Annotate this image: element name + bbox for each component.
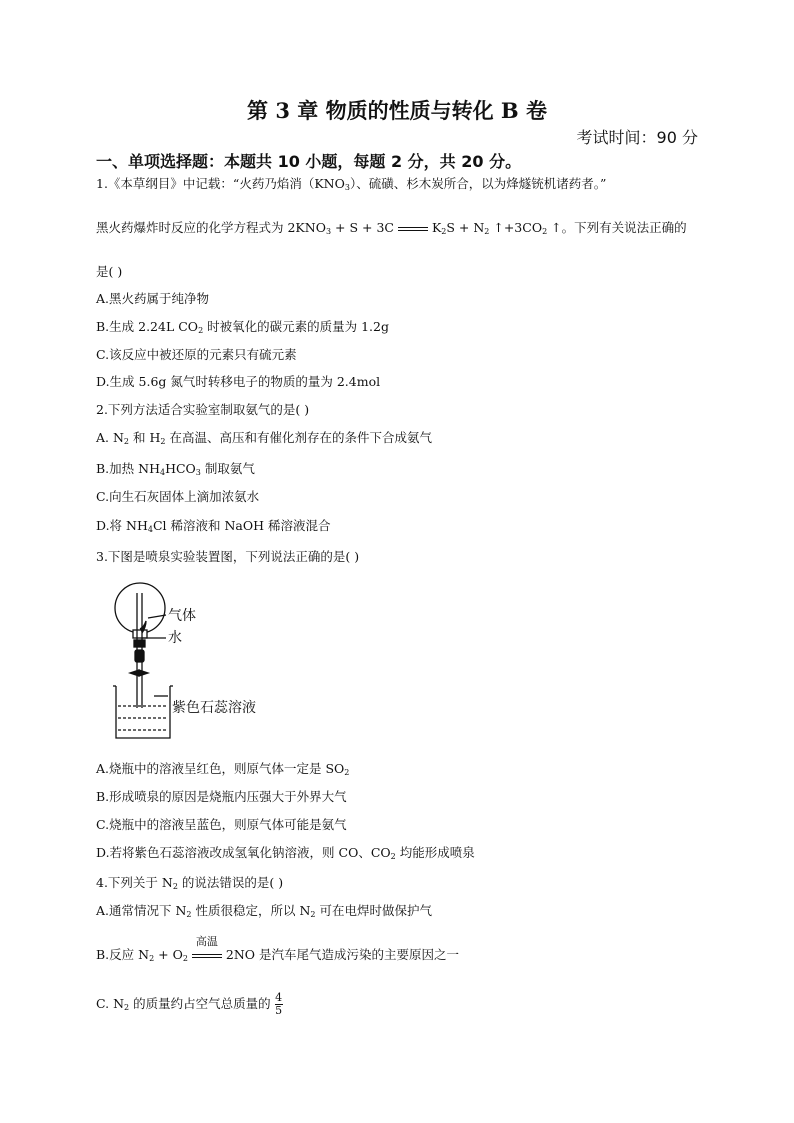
q4-option-c: C. $N_2$ 的质量约占空气总质量的 $\frac{4}{5}$ xyxy=(96,991,283,1017)
q2-option-b: B.加热 $NH_4HCO_3$ 制取氨气 xyxy=(96,461,255,477)
fountain-apparatus-diagram xyxy=(108,578,308,748)
q1-equation: 黑火药爆炸时反应的化学方程式为 $2KNO_3 + S + 3C$ $K_2S + N_2$ $↑+3CO_2$ ↑。下列有关说法正确的 xyxy=(96,220,687,236)
q1-stem: 1.《本草纲目》中记载：“火药乃焰消$(KNO_3)$、硫磺、杉木炭所合，以为烽燧铳机诸药者。” xyxy=(96,176,607,192)
fraction-four-fifths: $\frac{4}{5}$ xyxy=(275,991,283,1017)
label-water: 水 xyxy=(168,630,182,646)
q2-option-d: D.将 $NH_4Cl$ 稀溶液和 NaOH 稀溶液混合 xyxy=(96,518,331,534)
q1-stem-end: 是( ) xyxy=(96,264,123,279)
q4-option-a: A.通常情况下 $N_2$ 性质很稳定，所以 $N_2$ 可在电焊时做保护气 xyxy=(96,903,432,919)
q4-option-b: B.反应 $N_2 + O_2$ 高温 2NO 是汽车尾气造成污染的主要原因之一 xyxy=(96,935,460,963)
q3-option-d: D.若将紫色石蕊溶液改成氢氧化钠溶液，则 CO、$CO_2$ 均能形成喷泉 xyxy=(96,845,475,861)
q3-stem: 3.下图是喷泉实验装置图，下列说法正确的是( ) xyxy=(96,549,360,564)
page-title: 第 3 章 物质的性质与转化 B 卷 xyxy=(247,98,547,123)
section-heading: 一、单项选择题：本题共 10 小题，每题 2 分，共 20 分。 xyxy=(96,152,522,171)
q2-stem: 2.下列方法适合实验室制取氨气的是( ) xyxy=(96,402,310,417)
label-solution: 紫色石蕊溶液 xyxy=(172,700,256,716)
q3-option-c: C.烧瓶中的溶液呈蓝色，则原气体可能是氨气 xyxy=(96,817,347,832)
label-gas: 气体 xyxy=(168,608,196,624)
q2-option-a: A. $N_2$ 和 $H_2$ 在高温、高压和有催化剂存在的条件下合成氨气 xyxy=(96,430,432,446)
q4-stem: 4.下列关于 $N_2$ 的说法错误的是( ) xyxy=(96,875,284,891)
q1-option-a: A.黑火药属于纯净物 xyxy=(96,291,210,306)
q2-option-c: C.向生石灰固体上滴加浓氨水 xyxy=(96,489,260,504)
q1-option-b: B.生成 2.24L $CO_2$ 时被氧化的碳元素的质量为 1.2g xyxy=(96,319,389,335)
q3-option-b: B.形成喷泉的原因是烧瓶内压强大于外界大气 xyxy=(96,789,347,804)
q3-option-a: A.烧瓶中的溶液呈红色，则原气体一定是 $SO_2$ xyxy=(96,761,350,777)
reaction-condition: 高温 xyxy=(192,947,222,962)
q1-option-c: C.该反应中被还原的元素只有硫元素 xyxy=(96,347,297,362)
exam-time: 考试时间：90 分 xyxy=(576,128,698,147)
q1-option-d: D.生成 5.6g 氮气时转移电子的物质的量为 2.4mol xyxy=(96,374,381,389)
